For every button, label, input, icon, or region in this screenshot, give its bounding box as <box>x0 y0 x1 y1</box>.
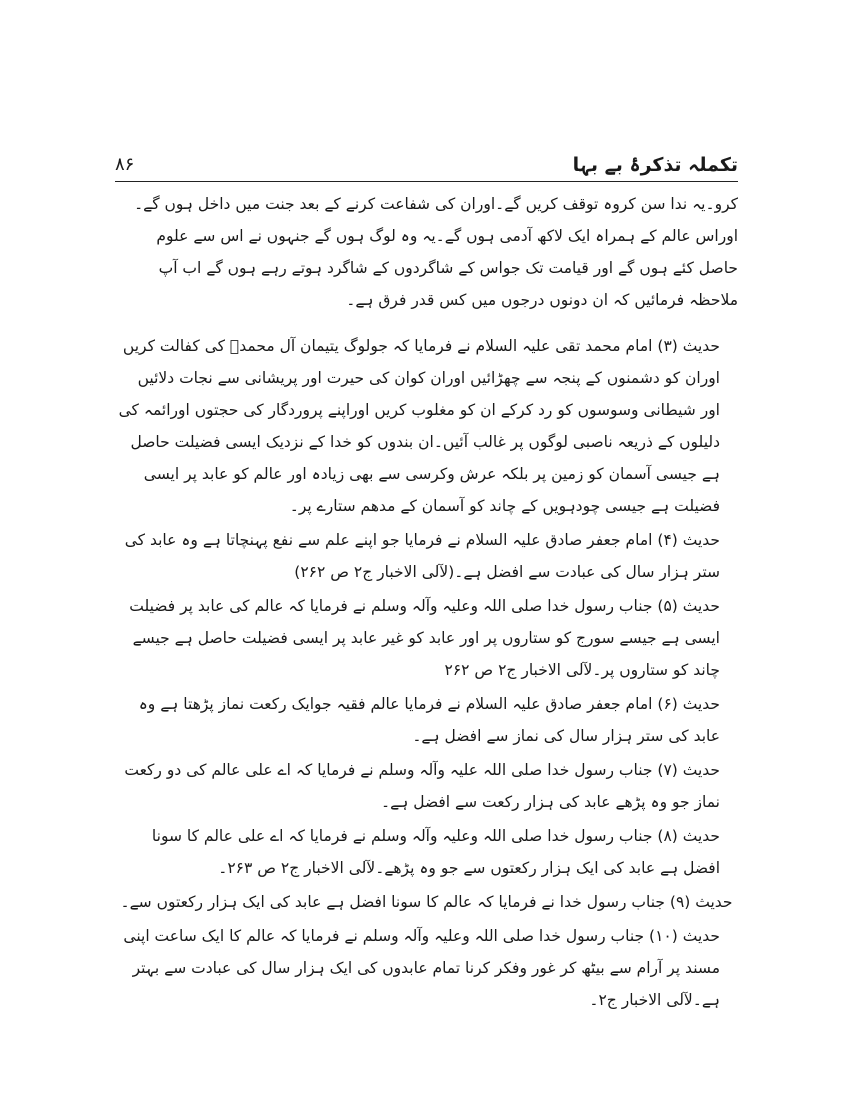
hadith-paragraph-4: حدیث (۴) امام جعفر صادق علیہ السلام نے فرمایا جو اپنے علم سے نفع پہنچاتا ہے وہ عابد کی ستر ہزار سال کی عبادت سے افضل ہے۔(لآلی الاخبار ج۲ ص ۲۶۲) <box>124 531 720 581</box>
hadith-paragraph-10: حدیث (۱۰) جناب رسول خدا صلی اللہ وعلیہ وآلہ وسلم نے فرمایا کہ عالم کا ایک ساعت اپنی مسند پر آرام سے بیٹھ کر غور وفکر کرنا تمام عابدوں کی ایک ہزار سال کی عبادت سے بہتر ہے۔لآلی الاخبار ج۲۔ <box>123 927 720 1009</box>
hadith-paragraph-8: حدیث (۸) جناب رسول خدا صلی اللہ وعلیہ وآلہ وسلم نے فرمایا کہ اے علی عالم کا سونا افضل ہے عابد کی ایک ہزار رکعتوں سے جو وہ پڑھے۔لآلی الاخبار ج۲ ص ۲۶۳۔ <box>151 827 720 877</box>
paragraph-continuation: کرو۔یہ ندا سن کروہ توقف کریں گے۔اوران کی شفاعت کرنے کے بعد جنت میں داخل ہوں گے۔اوراس عالم کے ہمراہ ایک لاکھ آدمی ہوں گے۔یہ وہ لوگ ہوں گے جنہوں نے اس سے علوم حاصل کئے ہوں گے اور قیامت تک جواس کے شاگردوں کے شاگرد ہوتے رہے ہوں گے اب آپ ملاحظہ فرمائیں کہ ان دونوں درجوں میں کس قدر فرق ہے۔ <box>134 195 738 309</box>
hadith-paragraph-6: حدیث (۶) امام جعفر صادق علیہ السلام نے فرمایا عالم فقیہ جوایک رکعت نماز پڑھتا ہے وہ عابد کی ستر ہزار سال کی نماز سے افضل ہے۔ <box>138 695 720 745</box>
hadith-paragraph-9: حدیث (۹) جناب رسول خدا نے فرمایا کہ عالم کا سونا افضل ہے عابد کی ایک ہزار رکعتوں سے۔ <box>120 893 733 911</box>
page-header <box>115 152 738 180</box>
page-number: ۸۶ <box>115 154 135 175</box>
running-title: تکملہ تذکرۂ بے بہا <box>572 154 738 176</box>
header-divider <box>115 181 738 182</box>
hadith-paragraph-3: حدیث (۳) امام محمد تقی علیہ السلام نے فرمایا کہ جولوگ یتیمان آل محمدؐ کی کفالت کریں اوران کو دشمنوں کے پنجہ سے چھڑائیں اوران کوان کی حیرت اور پریشانی سے نجات دلائیں اور شیطانی وسوسوں کو رد کرکے ان کو مغلوب کریں اوراپنے پروردگار کی حجتوں اورائمہ کی دلیلوں کے ذریعہ ناصبی لوگوں پر غالب آئیں۔ان بندوں کو خدا کے نزدیک ایسی فضیلت حاصل ہے جیسی آسمان کو زمین پر بلکہ عرش وکرسی سے بھی زیادہ اور عالم کو عابد پر ایسی فضیلت ہے جیسی چودہویں کے چاند کو آسمان کے مدھم ستارے پر۔ <box>118 337 720 515</box>
hadith-paragraph-5: حدیث (۵) جناب رسول خدا صلی اللہ وعلیہ وآلہ وسلم نے فرمایا کہ عالم کی عابد پر فضیلت ایسی ہے جیسے سورج کو ستاروں پر اور عابد کو غیر عابد پر ایسی فضیلت حاصل ہے جیسے چاند کو ستاروں پر۔لآلی الاخبار ج۲ ص ۲۶۲ <box>129 597 720 679</box>
page-body <box>115 188 738 1016</box>
hadith-paragraph-7: حدیث (۷) جناب رسول خدا صلی اللہ علیہ وآلہ وسلم نے فرمایا کہ اے علی عالم کی دو رکعت نماز جو وہ پڑھے عابد کی ہزار رکعت سے افضل ہے۔ <box>124 761 720 811</box>
